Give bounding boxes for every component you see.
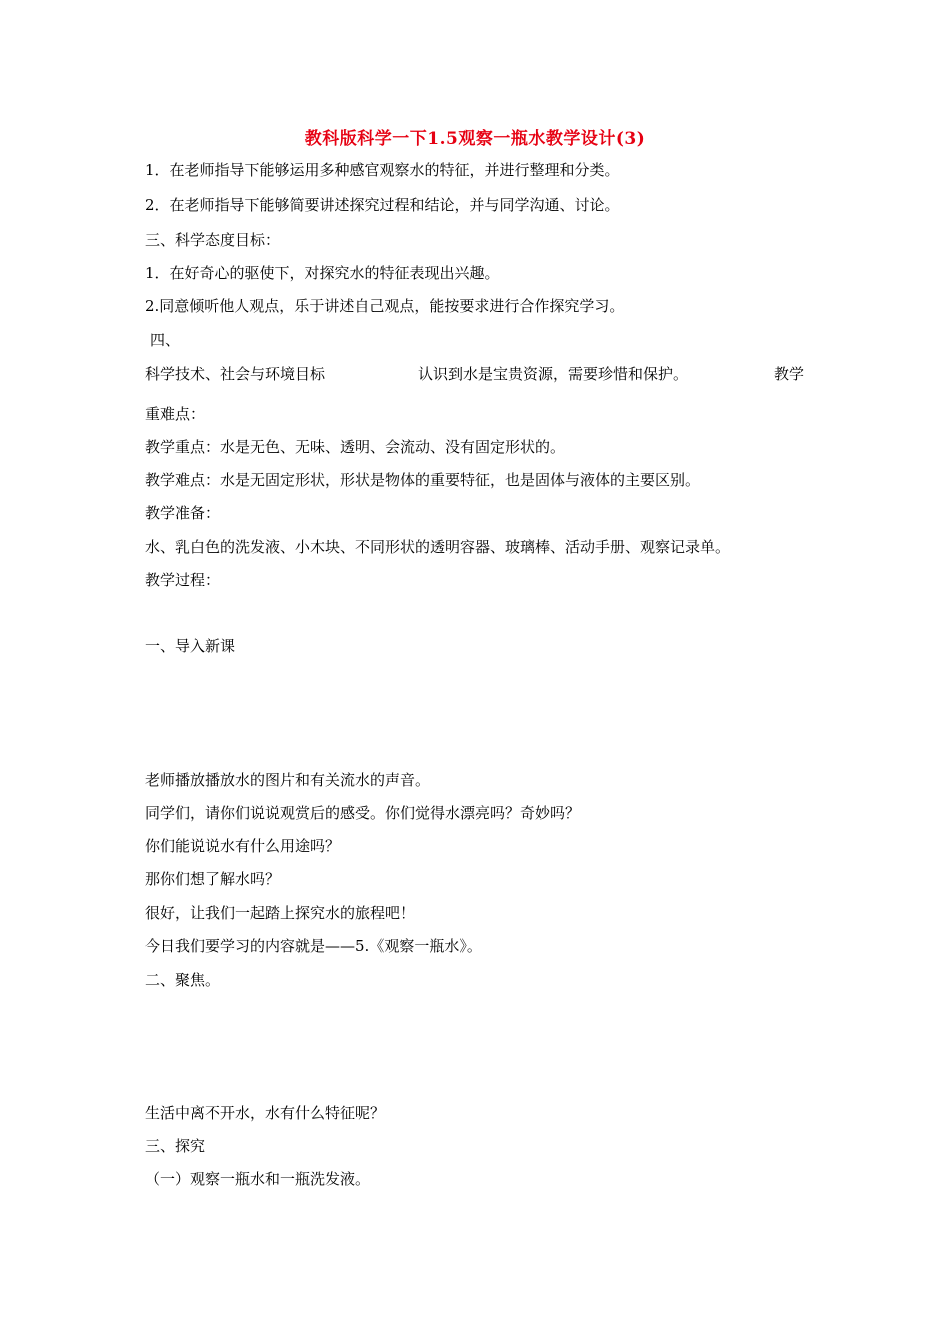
section-heading-four: 四、 — [150, 331, 181, 349]
attitude-line-1: 1．在好奇心的驱使下，对探究水的特征表现出兴趣。 — [145, 264, 500, 282]
intro-line-1: 老师播放播放水的图片和有关流水的声音。 — [145, 771, 431, 789]
intro-line-4: 那你们想了解水吗？ — [145, 870, 281, 888]
document-title: 教科版科学一下1.5观察一瓶水教学设计(3) — [304, 129, 646, 149]
objective-line-2: 2．在老师指导下能够简要讲述探究过程和结论，并与同学沟通、讨论。 — [145, 196, 620, 214]
section-heading-attitude: 三、科学态度目标： — [145, 231, 281, 249]
sts-goal-text: 认识到水是宝贵资源，需要珍惜和保护。 — [418, 365, 689, 383]
preparation-materials: 水、乳白色的洗发液、小木块、不同形状的透明容器、玻璃棒、活动手册、观察记录单。 — [145, 538, 731, 556]
teaching-label-fragment: 教学 — [774, 365, 805, 383]
section-explore-heading: 三、探究 — [145, 1137, 206, 1155]
preparation-heading: 教学准备： — [145, 504, 221, 522]
objective-line-1: 1．在老师指导下能够运用多种感官观察水的特征，并进行整理和分类。 — [145, 161, 620, 179]
focus-question: 生活中离不开水，水有什么特征呢？ — [145, 1104, 386, 1122]
intro-line-2: 同学们，请你们说说观赏后的感受。你们觉得水漂亮吗？奇妙吗？ — [145, 804, 581, 822]
section-focus-heading: 二、聚焦。 — [145, 971, 221, 989]
attitude-line-2: 2.同意倾听他人观点，乐于讲述自己观点，能按要求进行合作探究学习。 — [145, 297, 625, 315]
process-heading: 教学过程： — [145, 571, 221, 589]
teaching-key-point: 教学重点：水是无色、无味、透明、会流动、没有固定形状的。 — [145, 438, 566, 456]
explore-item-1: （一）观察一瓶水和一瓶洗发液。 — [145, 1170, 371, 1188]
intro-line-6: 今日我们要学习的内容就是——5.《观察一瓶水》。 — [145, 937, 482, 955]
intro-line-3: 你们能说说水有什么用途吗？ — [145, 837, 341, 855]
teaching-difficult-point: 教学难点：水是无固定形状，形状是物体的重要特征，也是固体与液体的主要区别。 — [145, 471, 701, 489]
key-difficult-heading: 重难点： — [145, 405, 206, 423]
sts-goal-label: 科学技术、社会与环境目标 — [145, 365, 326, 383]
section-intro-heading: 一、导入新课 — [145, 637, 236, 655]
intro-line-5: 很好，让我们一起踏上探究水的旅程吧！ — [145, 904, 416, 922]
